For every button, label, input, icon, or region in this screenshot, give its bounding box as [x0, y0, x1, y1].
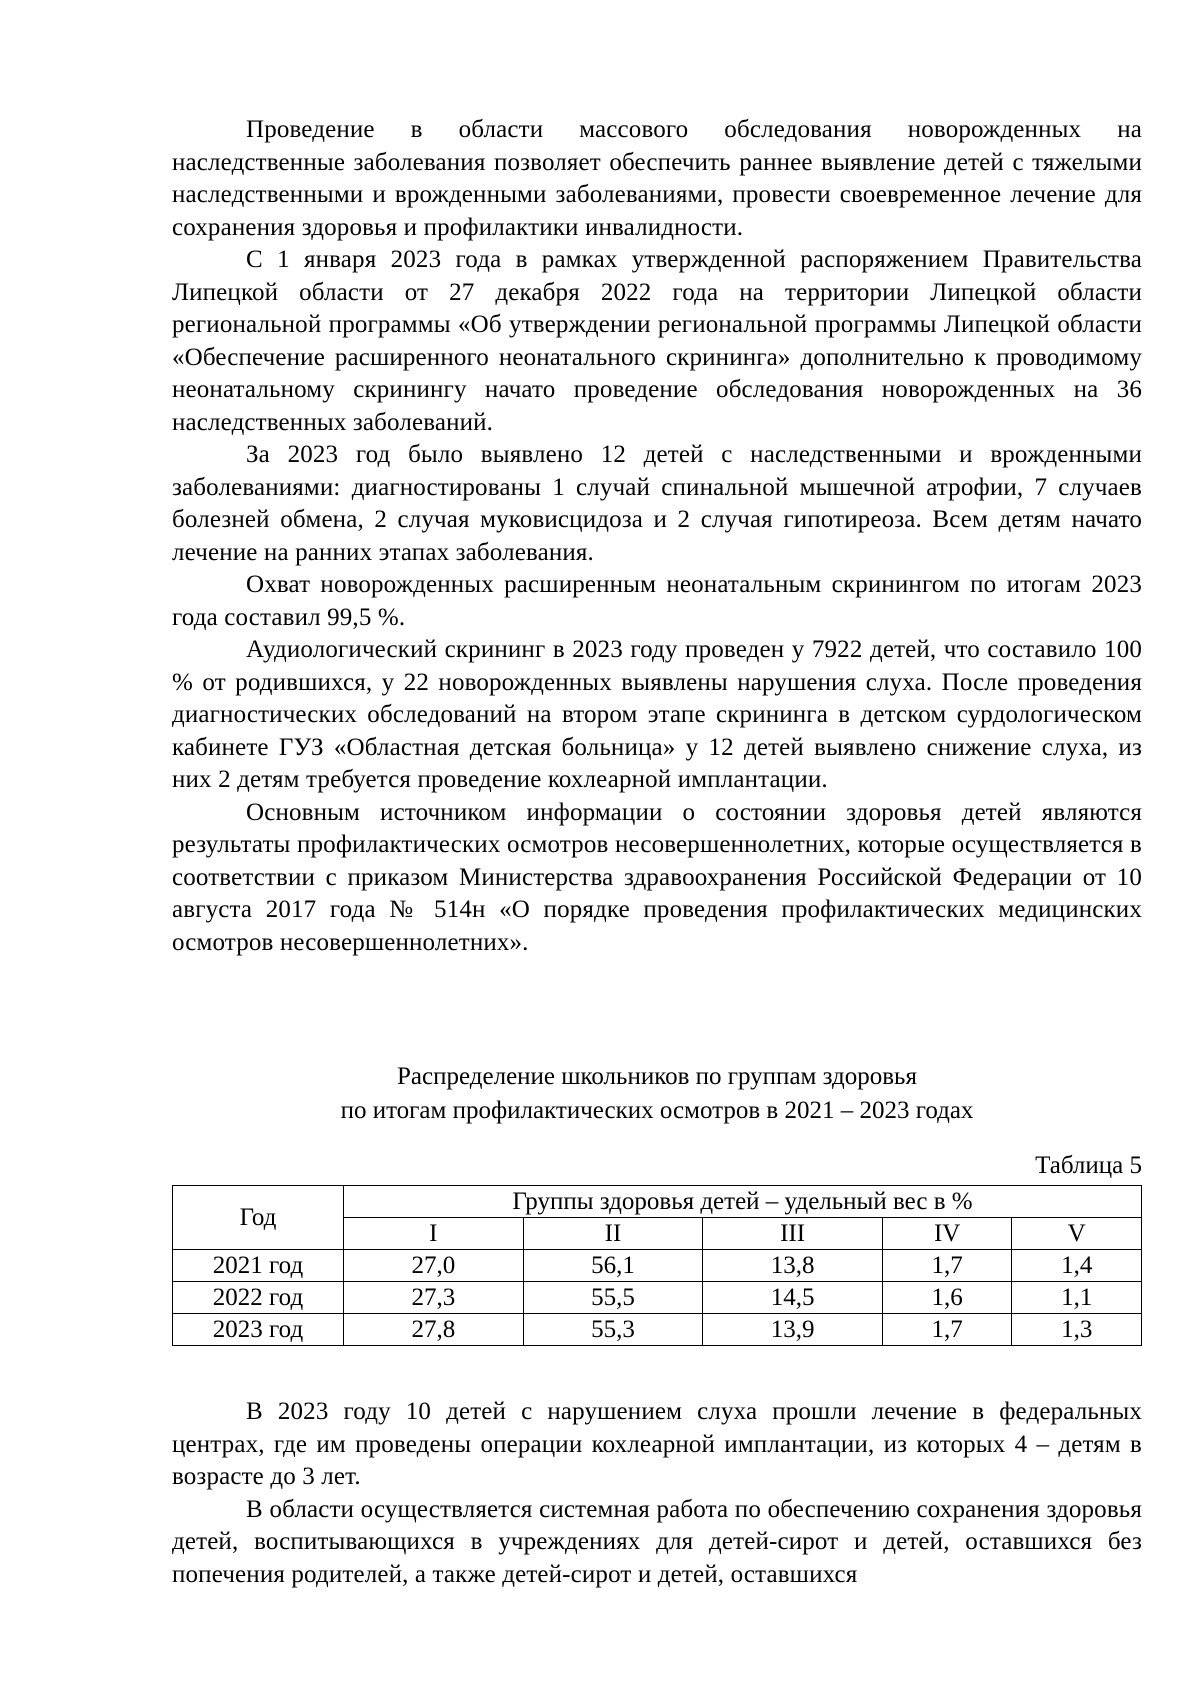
table-header-row	[173, 1186, 1142, 1218]
value-cell: 1,4	[1012, 1250, 1142, 1282]
paragraph: С 1 января 2023 года в рамках утвержденной распоряжением Правительства Липецкой области от 27 декабря 2022 года на территории Липецкой области региональной программы «Об утверждении региональной программы Липецкой области «Обеспечение расширенного неонатального скрининга» дополнительно к проводимому неонатальному скринингу начато проведение обследования новорожденных на 36 наследственных заболеваний.	[172, 246, 1142, 436]
value-cell: 55,5	[523, 1282, 703, 1314]
paragraph: Основным источником информации о состоянии здоровья детей являются результаты профилактических осмотров несовершеннолетних, которые осуществляется в соответствии с приказом Министерства здравоохранения Российской Федерации от 10 августа 2017 года № 514н «О порядке проведения профилактических медицинских осмотров несовершеннолетних».	[172, 798, 1142, 956]
group-header: V	[1012, 1218, 1142, 1250]
value-cell: 27,3	[344, 1282, 524, 1314]
value-cell: 27,8	[344, 1314, 524, 1346]
table-title-line1: Распределение школьников по группам здоровья	[397, 1063, 917, 1090]
body-text-top	[172, 114, 1142, 959]
paragraph: Аудиологический скрининг в 2023 году проведен у 7922 детей, что составило 100 % от родившихся, у 22 новорожденных выявлены нарушения слуха. После проведения диагностических обследований на втором этапе скрининга в детском сурдологическом кабинете ГУЗ «Областная детская больница» у 12 детей выявлено снижение слуха, из них 2 детям требуется проведение кохлеарной имплантации.	[172, 636, 1142, 793]
year-cell: 2023 год	[173, 1314, 344, 1346]
paragraph: Охват новорожденных расширенным неонатальным скринингом по итогам 2023 года составил 99,5 %.	[172, 571, 1142, 631]
table-row	[173, 1314, 1142, 1346]
value-cell: 1,7	[882, 1314, 1011, 1346]
year-column-header: Год	[173, 1186, 344, 1250]
value-cell: 14,5	[703, 1282, 883, 1314]
group-header: I	[344, 1218, 524, 1250]
groups-column-header: Группы здоровья детей – удельный вес в %	[344, 1186, 1142, 1218]
table-number: Таблица 5	[1035, 1152, 1142, 1179]
group-header: II	[523, 1218, 703, 1250]
table-title-line2: по итогам профилактических осмотров в 2021 – 2023 годах	[340, 1097, 974, 1124]
year-cell: 2021 год	[173, 1250, 344, 1282]
paragraph: Проведение в области массового обследования новорожденных на наследственные заболевания позволяет обеспечить раннее выявление детей с тяжелыми наследственными и врожденными заболеваниями, провести своевременное лечение для сохранения здоровья и профилактики инвалидности.	[172, 116, 1142, 241]
table-row	[173, 1282, 1142, 1314]
value-cell: 55,3	[523, 1314, 703, 1346]
paragraph: В 2023 году 10 детей с нарушением слуха прошли лечение в федеральных центрах, где им проведены операции кохлеарной имплантации, из которых 4 – детям в возрасте до 3 лет.	[172, 1398, 1142, 1490]
value-cell: 13,9	[703, 1314, 883, 1346]
value-cell: 13,8	[703, 1250, 883, 1282]
paragraph: В области осуществляется системная работа по обеспечению сохранения здоровья детей, воспитывающихся в учреждениях для детей-сирот и детей, оставшихся без попечения родителей, а также детей-сирот и детей, оставшихся	[172, 1495, 1142, 1588]
table-title	[172, 1060, 1142, 1128]
value-cell: 56,1	[523, 1250, 703, 1282]
value-cell: 1,3	[1012, 1314, 1142, 1346]
paragraph: За 2023 год было выявлено 12 детей с наследственными и врожденными заболеваниями: диагностированы 1 случай спинальной мышечной атрофии, 7 случаев болезней обмена, 2 случая муковисцидоза и 2 случая гипотиреоза. Всем детям начато лечение на ранних этапах заболевания.	[172, 441, 1142, 566]
value-cell: 1,1	[1012, 1282, 1142, 1314]
body-text-bottom	[172, 1396, 1142, 1591]
table-row	[173, 1250, 1142, 1282]
group-header: IV	[882, 1218, 1011, 1250]
value-cell: 1,7	[882, 1250, 1011, 1282]
value-cell: 1,6	[882, 1282, 1011, 1314]
group-header: III	[703, 1218, 883, 1250]
year-cell: 2022 год	[173, 1282, 344, 1314]
health-groups-table	[172, 1185, 1142, 1346]
value-cell: 27,0	[344, 1250, 524, 1282]
